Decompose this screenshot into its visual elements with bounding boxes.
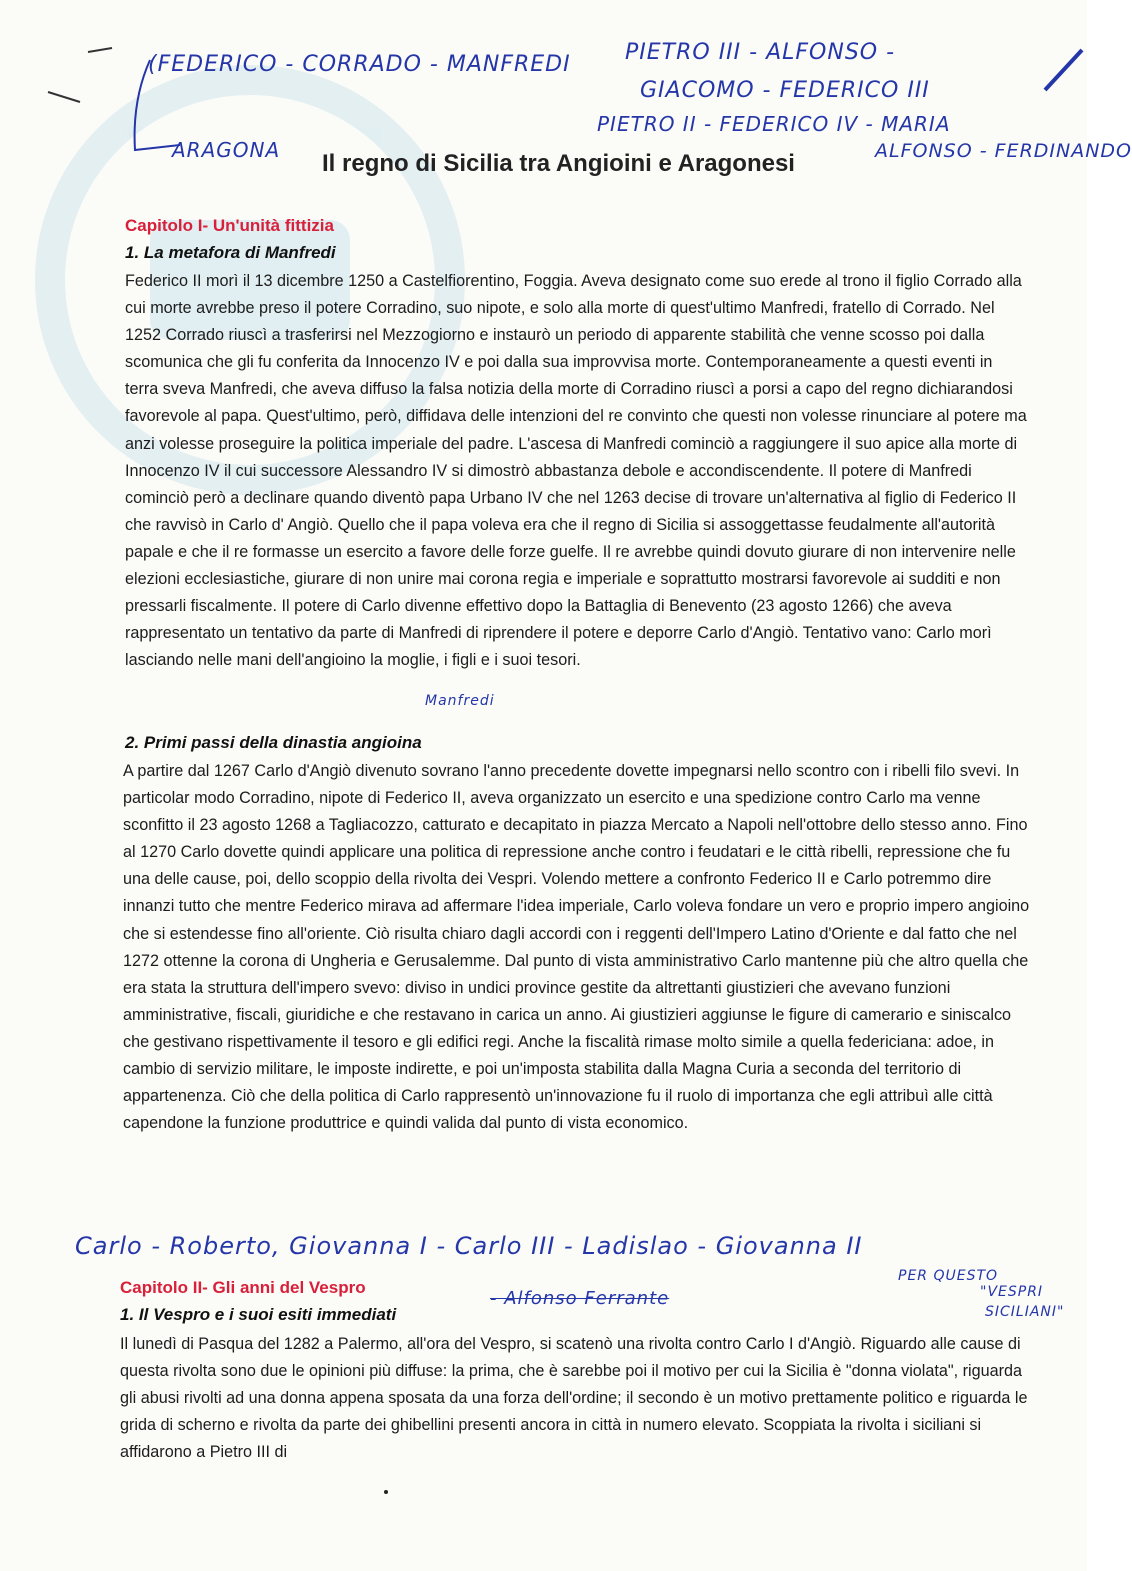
- chapter-2-heading: Capitolo II- Gli anni del Vespro: [120, 1278, 366, 1297]
- handwritten-angevin-kings: Carlo - Roberto, Giovanna I - Carlo III - Ladislao - Giovanna II: [75, 1232, 863, 1260]
- paragraph-2: A partire dal 1267 Carlo d'Angiò divenuto sovrano l'anno precedente dovette impegnarsi nello scontro con i ribelli filo svevi. In particolar modo Corradino, nipote di Federico II, aveva organizzato un esercito e una spedizione contro Carlo ma venne sconfitto il 23 agosto 1268 a Tagliacozzo, catturato e decapitato in piazza Mercato a Napoli nell'ottobre dello stesso anno. Fino al 1270 Carlo dovette quindi applicare una politica di repressione anche contro i feudatari e le città ribelli, repressione che fu una delle cause, poi, dello scoppio della rivolta dei Vespri. Volendo mettere a confronto Federico II e Carlo potremmo dire innanzi tutto che mentre Federico mirava ad affermare l'idea imperiale, Carlo voleva fondare un vero e proprio impero angioino che si estendesse fino all'oriente. Ciò risulta chiaro dagli accordi con i reggenti dell'Impero Latino d'Oriente e dal fatto che nel 1272 ottenne la corona di Ungheria e Gerusalemme. Dal punto di vista amministrativo Carlo mantenne più che altro quella che era stata la struttura dell'impero svevo: diviso in undici province gestite da altrettanti giustizieri che avevano funzioni amministrative, fiscali, giuridiche e che restavano in carica un anno. Ai giustizieri aggiunse le figure di camerario e siniscalco che gestivano rispettivamente il tesoro e gli edifici regi. Anche la fiscalità rimase molto simile a quella federiciana: adoe, in cambio di servizio militare, le imposte indirette, e poi un'imposta stabilita dalla Magna Curia a seconda del territorio di appartenenza. Ciò che della politica di Carlo rappresentò un'innovazione fu il ruolo di importanza che egli attribuì alle città capendone la funzione produttrice e quindi valida dal punto di vista economico.: [123, 762, 1030, 1133]
- handwritten-kings-line-2: GIACOMO - FEDERICO III: [640, 78, 930, 103]
- section-1-heading: 1. La metafora di Manfredi: [125, 243, 336, 262]
- section-2-heading: 2. Primi passi della dinastia angioina: [125, 733, 422, 752]
- paragraph-1: Federico II morì il 13 dicembre 1250 a Castelfiorentino, Foggia. Aveva designato come suo erede al trono il figlio Corrado alla cui morte avrebbe preso il potere Corradino, suo nipote, e solo alla morte di quest'ultimo Manfredi, fratello di Corrado. Nel 1252 Corrado riuscì a trasferirsi nel Mezzogiorno e instaurò un periodo di apparente stabilità che venne scosso poi dalla scomunica che gli fu conferita da Innocenzo IV e poi dalla sua improvvisa morte. Contemporaneamente a questi eventi in terra sveva Manfredi, che aveva diffuso la falsa notizia della morte di Corradino riuscì a porsi a capo del regno dichiarandosi favorevole al papa. Quest'ultimo, però, diffidava delle intenzioni del re convinto che questi non volesse rinunciare al potere ma anzi volesse proseguire la politica imperiale del padre. L'ascesa di Manfredi cominciò a raggiungere il suo apice alla morte di Innocenzo IV il cui successore Alessandro IV si dimostrò abbastanza debole e accondiscendente. Il potere di Manfredi cominciò però a declinare quando diventò papa Urbano IV che nel 1263 decise di trovare un'alternativa al figlio di Federico II che ravvisò in Carlo d' Angiò. Quello che il papa voleva era che il regno di Sicilia si assoggettasse feudalmente all'autorità papale e che il re formasse un esercito a favore delle forze guelfe. Il re avrebbe quindi dovuto giurare di non intervenire nelle elezioni ecclesiastiche, giurare di non unire mai corona regia e imperiale e soprattutto mostrarsi favorevole ai sudditi e non pressarli fiscalmente. Il potere di Carlo divenne effettivo dopo la Battaglia di Benevento (23 agosto 1266) che aveva rappresentato un tentativo da parte di Manfredi di riprendere il potere e deporre Carlo d'Angiò. Tentativo vano: Carlo morì lasciando nelle mani dell'angioino la moglie, i figli e i suoi tesori.: [125, 272, 1027, 670]
- pen-slash-icon: [1040, 40, 1087, 100]
- handwritten-vespri-note-3: SICILIANI": [985, 1304, 1065, 1320]
- paragraph-3: Il lunedì di Pasqua del 1282 a Palermo, all'ora del Vespro, si scatenò una rivolta contro Carlo I d'Angiò. Riguardo alle cause di questa rivolta sono due le opinioni più diffuse: la prima, che è sarebbe poi il motivo per cui la Sicilia è "donna violata", riguarda gli abusi rivolti ad una donna appena sposata da una forza dell'ordine; il secondo è un motivo prettamente politico e riguarda le grida di scherno e rivolta da parte dei ghibellini presenti ancora in città in numero elevato. Scoppiata la rivolta i siciliani si affidarono a Pietro III di: [120, 1335, 1028, 1462]
- chapter-1-heading: Capitolo I- Un'unità fittizia: [125, 216, 334, 235]
- handwritten-kings-line-3: PIETRO II - FEDERICO IV - MARIA: [597, 112, 951, 136]
- document-title: Il regno di Sicilia tra Angioini e Aragonesi: [322, 150, 795, 177]
- pen-bracket-icon: [40, 40, 160, 160]
- section-3-heading: 1. Il Vespro e i suoi esiti immediati: [120, 1305, 397, 1324]
- handwritten-vespri-note-2: "VESPRI: [980, 1284, 1044, 1300]
- handwritten-kings-line-1: PIETRO III - ALFONSO -: [625, 40, 896, 65]
- handwritten-top-left: (FEDERICO - CORRADO - MANFREDI: [148, 52, 571, 77]
- ink-dot: [384, 1490, 388, 1494]
- handwritten-manfredi-correction: Manfredi: [425, 693, 495, 709]
- handwritten-kings-line-4: ALFONSO - FERDINANDO: [875, 140, 1132, 162]
- handwritten-aragona: ARAGONA: [172, 138, 281, 162]
- handwritten-crossed-names: - Alfonso Ferrante: [490, 1288, 670, 1309]
- handwritten-vespri-note-1: PER QUESTO: [898, 1268, 999, 1284]
